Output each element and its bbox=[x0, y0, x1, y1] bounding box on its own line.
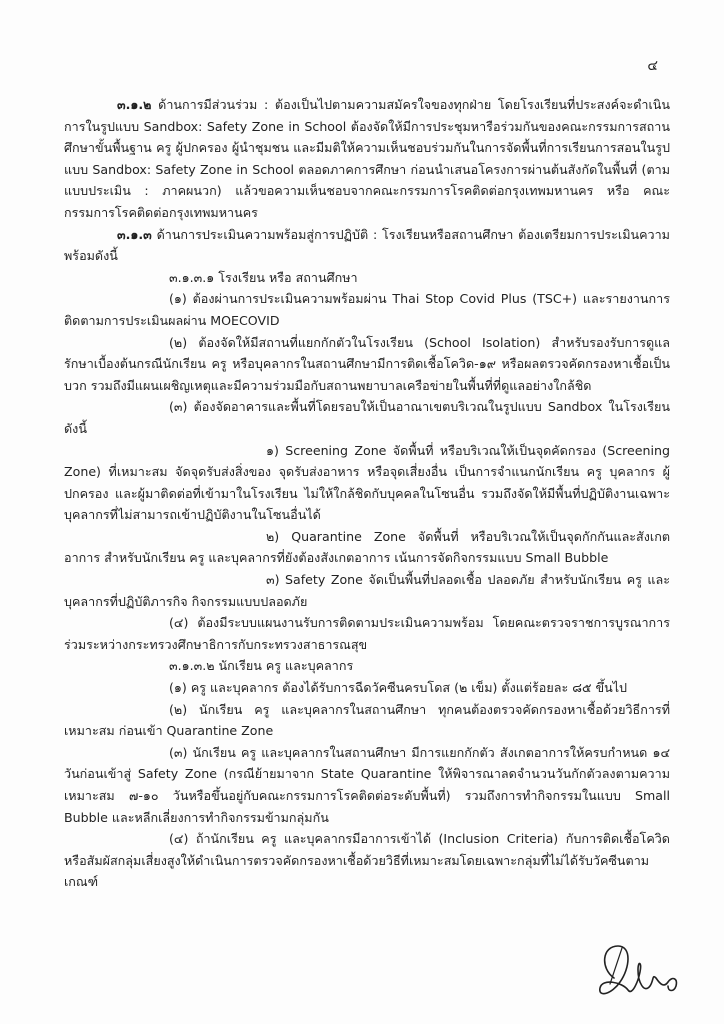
zone-quarantine: ๒) Quarantine Zone จัดพื้นที่ หรือบริเวณให้เป็นจุดกักกันและสังเกตอาการ สำหรับนักเรียน ครู และบุคลากรที่ยังต้องสังเกตอาการ เน้นการจัดกิจกรรมแบบ Small Bubble bbox=[64, 528, 670, 566]
subsection-3-1-3-1: ๓.๑.๓.๑ โรงเรียน หรือ สถานศึกษา bbox=[169, 269, 358, 285]
staff-item-4: (๔) ถ้านักเรียน ครู และบุคลากรมีอาการเข้าได้ (Inclusion Criteria) กับการติดเชื้อโควิด หรือสัมผัสกลุ่มเสี่ยงสูงให้ดำเนินการตรวจคัดกรองหาเชื้อด้วยวิธีที่เหมาะสมโดยเฉพาะกลุ่มที่ไม่ได้รับวัคซีนตามเกณฑ์ bbox=[64, 831, 670, 890]
staff-item-1: (๑) ครู และบุคลากร ต้องได้รับการฉีดวัคซีนครบโดส (๒ เข็ม) ตั้งแต่ร้อยละ ๘๕ ขึ้นไป bbox=[169, 680, 628, 696]
section-number: ๓.๑.๒ bbox=[117, 97, 152, 112]
section-text: ด้านการมีส่วนร่วม : ต้องเป็นไปตามความสมัครใจของทุกฝ่าย โดยโรงเรียนที่ประสงค์จะดำเนินการในรูปแบบ Sandbox: Safety Zone in School ต้องจัดให้มีการประชุมหารือร่วมกันของคณะกรรมการสถานศึกษาขั้นพื้นฐาน ครู ผู้ปกครอง ผู้นำชุมชน และมีมติให้ความเห็นชอบร่วมกันในการจัดพื้นที่การเรียนการสอนในรูปแบบ Sandbox: Safety Zone in School ตลอดภาคการศึกษา ก่อนนำเสนอโครงการผ่านต้นสังกัดในพื้นที่ (ตามแบบประเมิน : ภาคผนวก) แล้วขอความเห็นชอบจากคณะกรรมการโรคติดต่อกรุงเทพมหานคร หรือ คณะกรรมการโรคติดต่อกรุงเทพมหานคร bbox=[64, 97, 670, 220]
page-number: ๔ bbox=[647, 58, 658, 74]
staff-item-2: (๒) นักเรียน ครู และบุคลากรในสถานศึกษา ทุกคนต้องตรวจคัดกรองหาเชื้อด้วยวิธีการที่เหมาะสม ก่อนเข้า Quarantine Zone bbox=[64, 701, 670, 739]
section-number: ๓.๑.๓ bbox=[117, 226, 152, 242]
item-3: (๓) ต้องจัดอาคารและพื้นที่โดยรอบให้เป็นอาณาเขตบริเวณในรูปแบบ Sandbox ในโรงเรียน ดังนี้ bbox=[64, 399, 670, 436]
zone-screening: ๑) Screening Zone จัดพื้นที่ หรือบริเวณให้เป็นจุดคัดกรอง (Screening Zone) ที่เหมาะสม จัดจุดรับส่งสิ่งของ จุดรับส่งอาหาร หรือจุดเสี่ยงอื่น เป็นการจำแนกนักเรียน ครู บุคลากร ผู้ปกครอง และผู้มาติดต่อที่เข้ามาในโรงเรียน ไม่ให้ใกล้ชิดกับบุคคลในโซนอื่น รวมถึงจัดให้มีพื้นที่ปฏิบัติงานเฉพาะบุคลากรที่ไม่สามารถเข้าปฏิบัติงานในโซนอื่นได้ bbox=[64, 442, 670, 523]
staff-item-3: (๓) นักเรียน ครู และบุคลากรในสถานศึกษา มีการแยกกักตัว สังเกตอาการให้ครบกำหนด ๑๔ วันก่อนเข้าสู่ Safety Zone (กรณีย้ายมาจาก State Quarantine ให้พิจารณาลดจำนวนวันกักตัวลงตามความเหมาะสม ๗-๑๐ วันหรือขึ้นอยู่กับคณะกรรมการโรคติดต่อระดับพื้นที่) รวมถึงการทำกิจกรรมในแบบ Small Bubble และหลีกเลี่ยงการทำกิจกรรมข้ามกลุ่มกัน bbox=[64, 744, 670, 825]
section-3-1-3 bbox=[64, 224, 670, 267]
section-text: ด้านการประเมินความพร้อมสู่การปฏิบัติ : โรงเรียนหรือสถานศึกษา ต้องเตรียมการประเมินความพร้อมดังนี้ bbox=[64, 226, 670, 264]
item-4: (๔) ต้องมีระบบแผนงานรับการติดตามประเมินความพร้อม โดยคณะตรวจราชการบูรณาการร่วมระหว่างกระทรวงศึกษาธิการกับกระทรวงสาธารณสุข bbox=[64, 615, 670, 652]
handwritten-signature bbox=[592, 938, 684, 1008]
subsection-3-1-3-2: ๓.๑.๓.๒ นักเรียน ครู และบุคลากร bbox=[169, 658, 354, 674]
item-2: (๒) ต้องจัดให้มีสถานที่แยกกักตัวในโรงเรียน (School Isolation) สำหรับรองรับการดูแลรักษาเบื้องต้นกรณีนักเรียน ครู หรือบุคลากรในสถานศึกษามีการติดเชื้อโควิด-๑๙ หรือผลตรวจคัดกรองหาเชื้อเป็นบวก รวมถึงมีแผนเผชิญเหตุและมีความร่วมมือกับสถานพยาบาลเครือข่ายในพื้นที่ที่ดูแลอย่างใกล้ชิด bbox=[64, 334, 670, 393]
section-3-1-2 bbox=[64, 94, 670, 224]
zone-safety: ๓) Safety Zone จัดเป็นพื้นที่ปลอดเชื้อ ปลอดภัย สำหรับนักเรียน ครู และบุคลากรที่ปฏิบัติภารกิจ กิจกรรมแบบปลอดภัย bbox=[64, 572, 670, 609]
document-body bbox=[64, 94, 670, 893]
item-1: (๑) ต้องผ่านการประเมินความพร้อมผ่าน Thai Stop Covid Plus (TSC+) และรายงานการติดตามการประเมินผลผ่าน MOECOVID bbox=[64, 291, 670, 328]
